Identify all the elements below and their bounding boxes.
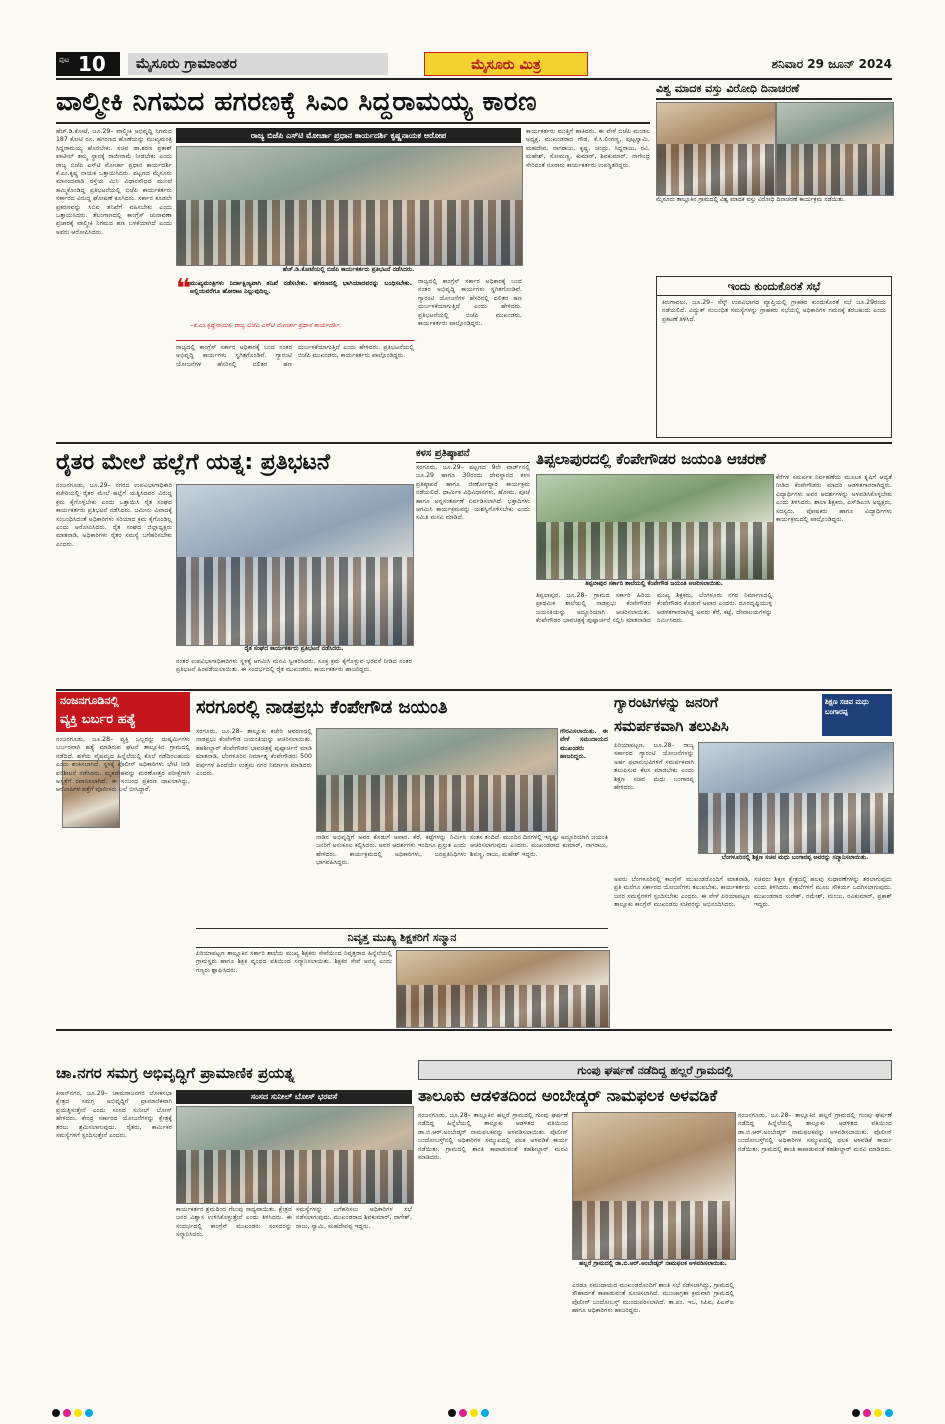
reg-dot-yellow bbox=[470, 1409, 478, 1417]
chamarajanagar-text-2: ಕಾರ್ಯಕರ್ತರ ಶ್ರಮದಿಂದ ಗೆಲುವು ಸಾಧ್ಯವಾಯಿತು. ಕ್ಷೇತ್ರದ ಜನರ ವಿಶ್ವಾಸ ಉಳಿಸಿಕೊಳ್ಳುತ್ತೇನೆ ಎಂದು ತಿಳಿಸಿದರು. ಈ ಸಂದರ್ಭದಲ್ಲಿ ಕಾಂಗ್ರೆಸ್ ಮುಖಂಡರು ಸಂಸದರನ್ನು ಸನ್ಮಾನಿಸಿದರು. bbox=[176, 1206, 292, 1239]
lead-photo bbox=[176, 146, 523, 266]
murder-text: ನಂಜನಗೂಡು, ಜೂ.28– ವ್ಯಕ್ತಿ ಒಬ್ಬರನ್ನು ದುಷ್ಕರ್ಮಿಗಳು ಬರ್ಬರವಾಗಿ ಹತ್ಯೆ ಮಾಡಿರುವ ಘಟನೆ ತಾಲ್ಲೂಕಿನ ಗ್ರಾಮದಲ್ಲಿ ನಡೆದಿದೆ. ಹಳೆಯ ವೈಷಮ್ಯದ ಹಿನ್ನೆಲೆಯಲ್ಲಿ ಕೊಲೆ ನಡೆದಿರಬಹುದು ಎಂದು ಶಂಕಿಸಲಾಗಿದೆ. ಸ್ಥಳಕ್ಕೆ ಪೊಲೀಸ್ ಅಧಿಕಾರಿಗಳು ಭೇಟಿ ನೀಡಿ ಪರಿಶೀಲನೆ ನಡೆಸಿದರು. ಮೃತದೇಹವನ್ನು ಮರಣೋತ್ತರ ಪರೀಕ್ಷೆಗಾಗಿ ಆಸ್ಪತ್ರೆಗೆ ರವಾನಿಸಲಾಗಿದೆ. ಈ ಸಂಬಂಧ ಪ್ರಕರಣ ದಾಖಲಾಗಿದ್ದು, ಆರೋಪಿಗಳ ಪತ್ತೆಗೆ ಪೊಲೀಸರು ಬಲೆ ಬೀಸಿದ್ದಾರೆ. bbox=[56, 736, 190, 794]
reg-dot-yellow bbox=[74, 1409, 82, 1417]
guarantee-caption: ಬೆಂಗಳೂರಿನಲ್ಲಿ ಶಿಕ್ಷಣ ಸಚಿವ ಮಧು ಬಂಗಾರಪ್ಪ ಅವರನ್ನು ಸನ್ಮಾನಿಸಲಾಯಿತು. bbox=[721, 854, 869, 861]
saragur-text: ಸರಗೂರು, ಜೂ.28– ತಾಲ್ಲೂಕು ಕಚೇರಿ ಆವರಣದಲ್ಲಿ ನಾಡಪ್ರಭು ಕೆಂಪೇಗೌಡ ಜಯಂತಿಯನ್ನು ಆಚರಿಸಲಾಯಿತು. ತಹಶೀಲ್ದಾರ್ ಕೆಂಪೇಗೌಡರ ಭಾವಚಿತ್ರಕ್ಕೆ ಪುಷ್ಪಾರ್ಚನೆ ಮಾಡಿ ಮಾತನಾಡಿ, ಬೆಂಗಳೂರಿನ ನಿರ್ಮಾತೃ ಕೆಂಪೇಗೌಡರು 500 ವರ್ಷಗಳ ಹಿಂದೆಯೇ ಉತ್ತಮ ನಗರ ನಿರ್ಮಾಣ ಮಾಡಿದರು ಎಂದರು. bbox=[196, 728, 312, 778]
ambedkar-caption: ಹಲ್ಲರೆ ಗ್ರಾಮದಲ್ಲಿ ಡಾ.ಬಿ.ಆರ್.ಅಂಬೇಡ್ಕರ್ ನಾಮಫಲಕ ಅಳವಡಿಸಲಾಯಿತು. bbox=[579, 1260, 727, 1267]
lead-kicker: ರಾಜ್ಯ ಬಿಜೆಪಿ ಎಸ್‌ಟಿ ಮೋರ್ಚಾ ಪ್ರಧಾನ ಕಾರ್ಯದರ್ಶಿ ಕೃಷ್ಣನಾಯಕ ಆರೋಪ bbox=[176, 128, 521, 143]
saragur-photo bbox=[316, 728, 558, 832]
page-number: 10 bbox=[78, 52, 106, 76]
section-divider-2 bbox=[56, 689, 892, 691]
kalasha-title: ಕಳಸ ಪ್ರತಿಷ್ಠಾಪನೆ bbox=[416, 446, 530, 463]
page-label: ಪುಟ bbox=[59, 56, 70, 64]
ambedkar-kicker: ಗುಂಪು ಘರ್ಷಣೆ ನಡೆದಿದ್ದ ಹಲ್ಲರೆ ಗ್ರಾಮದಲ್ಲಿ bbox=[418, 1060, 892, 1080]
ambedkar-text-2: ಎರಡೂ ಸಮುದಾಯದ ಮುಖಂಡರೊಂದಿಗೆ ಶಾಂತಿ ಸಭೆ ನಡೆಸಲಾಗಿದ್ದು, ಗ್ರಾಮದಲ್ಲಿ ಸೌಹಾರ್ದತೆ ಕಾಪಾಡುವಂತೆ ಸೂಚಿಸಲಾಗಿದೆ. ಮುಂಜಾಗ್ರತಾ ಕ್ರಮವಾಗಿ ಗ್ರಾಮದಲ್ಲಿ ಪೊಲೀಸ್ ಬಂದೋಬಸ್ತ್ ಮುಂದುವರಿಸಲಾಗಿದೆ. ತಾ.ಪಂ. ಇಒ, ಸಿಪಿಐ, ಪಿಎಸ್‌ಐ ಹಾಗೂ ಅಧಿಕಾರಿಗಳು ಹಾಜರಿದ್ದರು. bbox=[572, 1282, 734, 1315]
tippalapura-caption: ತಿಪ್ಪಲಾಪುರ ಸರ್ಕಾರಿ ಶಾಲೆಯಲ್ಲಿ ಕೆಂಪೇಗೌಡ ಜಯಂತಿ ಆಚರಿಸಲಾಯಿತು. bbox=[585, 580, 723, 587]
ambedkar-headline: ತಾಲೂಕು ಆಡಳಿತದಿಂದ ಅಂಬೇಡ್ಕರ್ ನಾಮಫಲಕ ಅಳವಡಿಕೆ bbox=[418, 1086, 718, 1105]
retired-photo bbox=[396, 950, 610, 1028]
guarantee-text-2: ಅವರು ಬೆಂಗಳೂರಿನಲ್ಲಿ ಕಾಂಗ್ರೆಸ್ ಮುಖಂಡರೊಂದಿಗೆ ಮಾತನಾಡಿ, ಪ್ರತಿ ಮನೆಗೂ ಸರ್ಕಾರದ ಯೋಜನೆಗಳು ತಲುಪಬೇಕು. ಕಾರ್ಯಕರ್ತರು ಜನರ ಸಮಸ್ಯೆಗಳಿಗೆ ಸ್ಪಂದಿಸಬೇಕು ಎಂದರು. ಈ ವೇಳೆ ಪಿರಿಯಾಪಟ್ಟಣ ತಾಲ್ಲೂಕು ಕಾಂಗ್ರೆಸ್ ಮುಖಂಡರು ಸಚಿವರನ್ನು ಅಭಿನಂದಿಸಿದರು. bbox=[614, 876, 750, 909]
page-number-box bbox=[56, 52, 120, 76]
guarantee-tag-text: ಶಿಕ್ಷಣ ಸಚಿವ ಮಧು ಬಂಗಾರಪ್ಪ bbox=[825, 698, 869, 716]
reg-dot-cyan bbox=[85, 1409, 93, 1417]
page-date: ಶನಿವಾರ 29 ಜೂನ್ 2024 bbox=[771, 57, 892, 71]
lead-column-2b: ರಾಜ್ಯದಲ್ಲಿ ಕಾಂಗ್ರೆಸ್ ಸರ್ಕಾರ ಅಧಿಕಾರಕ್ಕೆ ಬಂದ ನಂತರ ಅಭಿವೃದ್ಧಿ ಕಾರ್ಯಗಳು ಸ್ಥಗಿತಗೊಂಡಿವೆ. ಗ್ಯಾರಂಟಿ ಯೋಜನೆಗಳ ಹೆಸರಿನಲ್ಲಿ ದಲಿತರ ಹಣ ದುರ್ಬಳಕೆಯಾಗುತ್ತಿದೆ ಎಂದು ಹೇಳಿದರು. ಪ್ರತಿಭಟನೆಯಲ್ಲಿ ಬಿಜೆಪಿ ಮುಖಂಡರು, ಕಾರ್ಯಕರ್ತರು ಪಾಲ್ಗೊಂಡಿದ್ದರು. bbox=[418, 278, 522, 328]
grievance-box bbox=[656, 276, 892, 438]
guarantee-tag bbox=[822, 694, 892, 736]
tippalapura-headline: ತಿಪ್ಪಲಾಪುರದಲ್ಲಿ ಕೆಂಪೇಗೌಡರ ಜಯಂತಿ ಆಚರಣೆ bbox=[536, 450, 767, 468]
reg-dot-cyan bbox=[481, 1409, 489, 1417]
murder-headline-box bbox=[56, 692, 190, 732]
lead-quote-attribution: –ಕೆ.ಎಂ.ಕೃಷ್ಣನಾಯಕ, ರಾಜ್ಯ ಬಿಜೆಪಿ ಎಸ್‌ಟಿ ಮೋರ್ಚಾ ಪ್ರಧಾನ ಕಾರ್ಯದರ್ಶಿ. bbox=[190, 322, 342, 329]
saragur-side-text: ಗೌರವಿಸಲಾಯಿತು. ಈ ವೇಳೆ ಸಮುದಾಯದ ಮುಖಂಡರು ಹಾಜರಿದ್ದರು. bbox=[560, 728, 608, 761]
chamarajanagar-text-3: ಸಮಸ್ಯೆಗಳನ್ನು ಬಗೆಹರಿಸಲು ಅಧಿಕಾರಿಗಳ ಸಭೆ ನಡೆಸಲಾಗುವುದು. ಮುಖಂಡರಾದ ಶಿವಕುಮಾರ್, ನಾಗೇಶ್, ರಾಜು, ಸ್ವಾಮಿ, ಮಹದೇವಪ್ಪ ಇದ್ದರು. bbox=[296, 1206, 412, 1230]
lead-quote-text: ಮುಖ್ಯಮಂತ್ರಿಗಳು ನಿರ್ದಾಕ್ಷಿಣ್ಯವಾಗಿ ತನಿಖೆ ನಡೆಸಬೇಕು. ಹಗರಣದಲ್ಲಿ ಭಾಗಿಯಾದವರನ್ನು ಬಂಧಿಸಬೇಕು. ಅಲ್ಲಿಯವರೆಗೂ ಹೋರಾಟ ನಿಲ್ಲುವುದಿಲ್ಲ. bbox=[190, 280, 412, 296]
reg-dot-black bbox=[52, 1409, 60, 1417]
guarantee-headline-2: ಸಮರ್ಪಕವಾಗಿ ತಲುಪಿಸಿ bbox=[614, 717, 729, 735]
lead-column-3: ಕಾರ್ಯಕರ್ತರು ಮುತ್ತಿಗೆ ಹಾಕಿದರು. ಈ ವೇಳೆ ಬಿಜೆಪಿ ಮಂಡಲ ಅಧ್ಯಕ್ಷ, ಮುಖಂಡರಾದ ಗೌಡ, ಕೆ.ಸಿ.ಲಿಂಗಣ್ಣ, ಪುಟ್ಟಸ್ವಾಮಿ, ಮಹದೇವ, ನಾಗರಾಜು, ಕೃಷ್ಣ, ಚಂದ್ರು, ಸಿದ್ದರಾಜು, ರವಿ, ಮಹೇಶ್, ಸೋಮಣ್ಣ, ಕುಮಾರ್, ಶಿವಕುಮಾರ್, ನಾಗೇಂದ್ರ ಸೇರಿದಂತೆ ನೂರಾರು ಕಾರ್ಯಕರ್ತರು ಉಪಸ್ಥಿತರಿದ್ದರು. bbox=[526, 128, 650, 169]
chamarajanagar-text: ಕಿಸಾನ್‌ನಗರ, ಜೂ.29– ಚಾಮರಾಜನಗರ ಲೋಕಸಭಾ ಕ್ಷೇತ್ರದ ಸಮಗ್ರ ಅಭಿವೃದ್ಧಿಗೆ ಪ್ರಾಮಾಣಿಕವಾಗಿ ಪ್ರಯತ್ನಿಸುತ್ತೇನೆ ಎಂದು ಸಂಸದ ಸುನೀಲ್ ಬೋಸ್ ಹೇಳಿದರು. ಕೇಂದ್ರ ಸರ್ಕಾರದ ಯೋಜನೆಗಳನ್ನು ಕ್ಷೇತ್ರಕ್ಕೆ ತರಲು ಶ್ರಮಿಸಲಾಗುವುದು. ರೈತರು, ಕಾರ್ಮಿಕರ ಸಮಸ್ಯೆಗಳಿಗೆ ಸ್ಪಂದಿಸುತ್ತೇನೆ ಎಂದರು. bbox=[56, 1090, 172, 1140]
reg-dot-cyan bbox=[885, 1409, 893, 1417]
lead-quote-box bbox=[176, 274, 414, 341]
farmers-headline: ರೈತರ ಮೇಲೆ ಹಲ್ಲೆಗೆ ಯತ್ನ: ಪ್ರತಿಭಟನೆ bbox=[56, 450, 331, 475]
chamarajanagar-headline: ಚಾ.ನಗರ ಸಮಗ್ರ ಅಭಿವೃದ್ಧಿಗೆ ಪ್ರಾಮಾಣಿಕ ಪ್ರಯತ್ನ bbox=[56, 1064, 295, 1082]
lead-headline: ವಾಲ್ಮೀಕಿ ನಿಗಮದ ಹಗರಣಕ್ಕೆ ಸಿಎಂ ಸಿದ್ದರಾಮಯ್ಯ ಕಾರಣ bbox=[56, 87, 538, 117]
reg-dot-magenta bbox=[459, 1409, 467, 1417]
reg-dot-magenta bbox=[63, 1409, 71, 1417]
guarantee-headline-1: ಗ್ಯಾರಂಟಿಗಳನ್ನು ಜನರಿಗೆ bbox=[614, 695, 719, 711]
reg-dot-black bbox=[852, 1409, 860, 1417]
saragur-col2: ನಾಡಿನ ಅಭಿವೃದ್ಧಿಗೆ ಅವರ ಕೊಡುಗೆ ಅಪಾರ. ಕೆರೆ, ಕಟ್ಟೆಗಳನ್ನು ನಿರ್ಮಿಸಿ ಜನರಿಗೆ ಅನುಕೂಲ ಕಲ್ಪಿಸಿದರು. ಅವರ ಆದರ್ಶಗಳು ಇಂದಿಗೂ ಪ್ರಸ್ತುತ ಎಂದು ಹೇಳಿದರು. ಕಾರ್ಯಕ್ರಮದಲ್ಲಿ ಅಧಿಕಾರಿಗಳು, ಜನಪ್ರತಿನಿಧಿಗಳು ಭಾಗವಹಿಸಿದ್ದರು. bbox=[316, 834, 466, 867]
farmers-photo bbox=[176, 484, 414, 646]
retired-text: ಪಿರಿಯಾಪಟ್ಟಣ ತಾಲ್ಲೂಕಿನ ಸರ್ಕಾರಿ ಶಾಲೆಯ ಮುಖ್ಯ ಶಿಕ್ಷಕರು ಸೇವೆಯಿಂದ ನಿವೃತ್ತರಾದ ಹಿನ್ನೆಲೆಯಲ್ಲಿ ಗ್ರಾಮಸ್ಥರು ಹಾಗೂ ಶಿಕ್ಷಕ ವೃಂದದ ವತಿಯಿಂದ ಸನ್ಮಾನಿಸಲಾಯಿತು. ಶಿಕ್ಷಕರ ಸೇವೆ ಅನನ್ಯ ಎಂದು ಗಣ್ಯರು ಶ್ಲಾಘಿಸಿದರು. bbox=[196, 950, 392, 974]
registration-marks-right bbox=[852, 1402, 896, 1412]
drug-day-photo-2 bbox=[776, 102, 894, 196]
chamarajanagar-kicker: ಸಂಸದ ಸುನೀಲ್ ಬೋಸ್ ಭರವಸೆ bbox=[176, 1090, 412, 1104]
ambedkar-text-3: ನಂಜನಗೂಡು, ಜೂ.28– ತಾಲ್ಲೂಕಿನ ಹಲ್ಲರೆ ಗ್ರಾಮದಲ್ಲಿ ಗುಂಪು ಘರ್ಷಣೆ ನಡೆದಿದ್ದ ಹಿನ್ನೆಲೆಯಲ್ಲಿ ತಾಲ್ಲೂಕು ಆಡಳಿತದ ವತಿಯಿಂದ ಡಾ.ಬಿ.ಆರ್.ಅಂಬೇಡ್ಕರ್ ನಾಮಫಲಕವನ್ನು ಅಳವಡಿಸಲಾಯಿತು. ಪೊಲೀಸ್ ಬಂದೋಬಸ್ತ್‌ನಲ್ಲಿ ಅಧಿಕಾರಿಗಳ ಸಮ್ಮುಖದಲ್ಲಿ ಫಲಕ ಅಳವಡಿಕೆ ಕಾರ್ಯ ನಡೆಯಿತು. ಗ್ರಾಮದಲ್ಲಿ ಶಾಂತಿ ಕಾಪಾಡುವಂತೆ ತಹಶೀಲ್ದಾರ್ ಮನವಿ ಮಾಡಿದರು. bbox=[738, 1112, 892, 1153]
registration-marks-center bbox=[448, 1402, 492, 1412]
saragur-headline: ಸರಗೂರಲ್ಲಿ ನಾಡಪ್ರಭು ಕೆಂಪೇಗೌಡ ಜಯಂತಿ bbox=[196, 697, 448, 718]
masthead: ಮೈಸೂರು ಮಿತ್ರ bbox=[424, 52, 588, 76]
tippalapura-text: ತಿಪ್ಪಲಾಪುರ, ಜೂ.28– ಗ್ರಾಮದ ಸರ್ಕಾರಿ ಹಿರಿಯ ಪ್ರಾಥಮಿಕ ಶಾಲೆಯಲ್ಲಿ ನಾಡಪ್ರಭು ಕೆಂಪೇಗೌಡರ ಜಯಂತಿಯನ್ನು ಅದ್ದೂರಿಯಾಗಿ ಆಚರಿಸಲಾಯಿತು. ಕೆಂಪೇಗೌಡರ ಭಾವಚಿತ್ರಕ್ಕೆ ಪುಷ್ಪಾರ್ಚನೆ ಸಲ್ಲಿಸಿ ಮಾತನಾಡಿದ ಮುಖ್ಯ ಶಿಕ್ಷಕರು, ಬೆಂಗಳೂರು ನಗರ ನಿರ್ಮಾಣದಲ್ಲಿ ಕೆಂಪೇಗೌಡರ ಕೊಡುಗೆ ಅಪಾರ ಎಂದರು. ದೂರದೃಷ್ಟಿಯುಳ್ಳ ಆಡಳಿತಗಾರರಾಗಿದ್ದ ಅವರು ಕೆರೆ, ಕಟ್ಟೆ, ದೇವಾಲಯಗಳನ್ನು ನಿರ್ಮಿಸಿದರು. bbox=[536, 592, 772, 625]
murder-headline-1: ನಂಜನಗೂಡಿನಲ್ಲಿ bbox=[60, 694, 119, 707]
reg-dot-black bbox=[448, 1409, 456, 1417]
farmers-text: ನಂಜನಗೂಡು, ಜೂ.29– ನಗರದ ಉಪವಿಭಾಗಾಧಿಕಾರಿ ಕಚೇರಿಯಲ್ಲಿ ರೈತರ ಮೇಲೆ ಹಲ್ಲೆಗೆ ಯತ್ನಿಸಿದವರ ವಿರುದ್ಧ ಕ್ರಮ ಕೈಗೊಳ್ಳಬೇಕು ಎಂದು ಒತ್ತಾಯಿಸಿ ರೈತ ಸಂಘದ ಕಾರ್ಯಕರ್ತರು ಪ್ರತಿಭಟನೆ ನಡೆಸಿದರು. ಜಮೀನು ವಿವಾದಕ್ಕೆ ಸಂಬಂಧಿಸಿದಂತೆ ಅಧಿಕಾರಿಗಳು ಸರಿಯಾದ ಕ್ರಮ ಕೈಗೊಂಡಿಲ್ಲ ಎಂದು ಆರೋಪಿಸಿದರು. ರೈತ ಸಂಘದ ಜಿಲ್ಲಾಧ್ಯಕ್ಷರು ಮಾತನಾಡಿ, ಅಧಿಕಾರಿಗಳು ರೈತರ ಸಮಸ್ಯೆ ಬಗೆಹರಿಸಬೇಕು ಎಂದರು. bbox=[56, 482, 172, 548]
ambedkar-photo bbox=[572, 1112, 736, 1260]
reg-dot-magenta bbox=[863, 1409, 871, 1417]
kalasha-text: ಸರಗೂರು, ಜೂ.29– ಪಟ್ಟಣದ 9ನೇ ವಾರ್ಡ್‌ನಲ್ಲಿ ಜೂ.29 ಹಾಗೂ 30ರಂದು ದೇವಸ್ಥಾನದ ಕಳಸ ಪ್ರತಿಷ್ಠಾಪನೆ ಹಾಗೂ ಜೀರ್ಣೋದ್ಧಾರ ಕಾರ್ಯಕ್ರಮ ನಡೆಯಲಿದೆ. ಧಾರ್ಮಿಕ ವಿಧಿವಿಧಾನಗಳು, ಹೋಮ, ಪೂಜೆ ಹಾಗೂ ಅನ್ನಸಂತರ್ಪಣೆ ಏರ್ಪಡಿಸಲಾಗಿದೆ. ಭಕ್ತಾದಿಗಳು ಆಗಮಿಸಿ ಕಾರ್ಯಕ್ರಮವನ್ನು ಯಶಸ್ವಿಗೊಳಿಸಬೇಕು ಎಂದು ಸಮಿತಿ ಮನವಿ ಮಾಡಿದೆ. bbox=[416, 464, 530, 522]
ambedkar-text: ನಂಜನಗೂಡು, ಜೂ.28– ತಾಲ್ಲೂಕಿನ ಹಲ್ಲರೆ ಗ್ರಾಮದಲ್ಲಿ ಗುಂಪು ಘರ್ಷಣೆ ನಡೆದಿದ್ದ ಹಿನ್ನೆಲೆಯಲ್ಲಿ ತಾಲ್ಲೂಕು ಆಡಳಿತದ ವತಿಯಿಂದ ಡಾ.ಬಿ.ಆರ್.ಅಂಬೇಡ್ಕರ್ ನಾಮಫಲಕವನ್ನು ಅಳವಡಿಸಲಾಯಿತು. ಪೊಲೀಸ್ ಬಂದೋಬಸ್ತ್‌ನಲ್ಲಿ ಅಧಿಕಾರಿಗಳ ಸಮ್ಮುಖದಲ್ಲಿ ಫಲಕ ಅಳವಡಿಕೆ ಕಾರ್ಯ ನಡೆಯಿತು. ಗ್ರಾಮದಲ್ಲಿ ಶಾಂತಿ ಕಾಪಾಡುವಂತೆ ತಹಶೀಲ್ದಾರ್ ಮನವಿ ಮಾಡಿದರು. bbox=[418, 1112, 568, 1162]
lead-column-1: ಹೆಚ್.ಡಿ.ಕೋಟೆ, ಜೂ.29– ವಾಲ್ಮೀಕಿ ಅಭಿವೃದ್ಧಿ ನಿಗಮದ 187 ಕೋಟಿ ರೂ. ಹಗರಣದ ಹೊಣೆಯನ್ನು ಮುಖ್ಯಮಂತ್ರಿ ಸಿದ್ದರಾಮಯ್ಯ ಹೊರಬೇಕು. ಸಚಿವ ಡಾ.ಶರಣ ಪ್ರಕಾಶ್ ಪಾಟೀಲ್ ತಮ್ಮ ಸ್ಥಾನಕ್ಕೆ ರಾಜೀನಾಮೆ ನೀಡಬೇಕು ಎಂದು ರಾಜ್ಯ ಬಿಜೆಪಿ ಎಸ್‌ಟಿ ಮೋರ್ಚಾ ಪ್ರಧಾನ ಕಾರ್ಯದರ್ಶಿ ಕೆ.ಎಂ.ಕೃಷ್ಣ ನಾಯಕ ಒತ್ತಾಯಿಸಿದರು. ಪಟ್ಟಣದ ಮೈಸೂರು ಮಾನಂದವಾಡಿ ರಸ್ತೆಯ ಮಿನಿ ವಿಧಾನಸೌಧದ ಮುಂದೆ ಹಮ್ಮಿಕೊಂಡಿದ್ದ ಪ್ರತಿಭಟನೆಯಲ್ಲಿ ಬಿಜೆಪಿ ಕಾರ್ಯಕರ್ತರು ಸರ್ಕಾರದ ವಿರುದ್ಧ ಘೋಷಣೆ ಕೂಗಿದರು. ಸರ್ಕಾರ ಕೂಡಲೇ ಪ್ರಕರಣವನ್ನು ಸಿಬಿಐ ತನಿಖೆಗೆ ವಹಿಸಬೇಕು ಎಂದು ಒತ್ತಾಯಿಸಿದರು. ತೆಲಂಗಾಣದಲ್ಲಿ ಕಾಂಗ್ರೆಸ್ ಚುನಾವಣಾ ಪ್ರಚಾರಕ್ಕೆ ವಾಲ್ಮೀಕಿ ನಿಗಮದ ಹಣ ಬಳಕೆಯಾಗಿದೆ ಎಂದು ಅವರು ಆರೋಪಿಸಿದರು. bbox=[56, 128, 172, 236]
drug-day-caption: ಮೈಸೂರು ತಾಲ್ಲೂಕಿನ ಗ್ರಾಮದಲ್ಲಿ ವಿಶ್ವ ಮಾದಕ ವಸ್ತು ವಿರೋಧಿ ದಿನಾಚರಣೆ ಕಾರ್ಯಕ್ರಮ ನಡೆಯಿತು. bbox=[656, 196, 846, 203]
quote-mark-icon: ❝ bbox=[176, 274, 192, 304]
murder-headline-2: ವ್ಯಕ್ತಿ ಬರ್ಬರ ಹತ್ಯೆ bbox=[60, 712, 136, 727]
grievance-title: ಇಂದು ಕುಂದುಕೊರತೆ ಸಭೆ bbox=[657, 279, 891, 296]
lead-photo-caption: ಹೆಚ್.ಡಿ.ಕೋಟೆಯಲ್ಲಿ ಬಿಜೆಪಿ ಕಾರ್ಯಕರ್ತರು ಪ್ರತಿಭಟನೆ ನಡೆಸಿದರು. bbox=[282, 266, 415, 273]
saragur-col3: ಸಂತಸ ತಂದಿದೆ. ಮುಂದಿನ ದಿನಗಳಲ್ಲಿ ಇನ್ನಷ್ಟು ಅದ್ದೂರಿಯಾಗಿ ಜಯಂತಿ ಆಚರಿಸಲಾಗುವುದು ಎಂದರು. ಮುಖಂಡರಾದ ಕುಮಾರ್, ನಾಗರಾಜು, ಶಿವಣ್ಣ, ರಾಜು, ಮಹೇಶ್ ಇದ್ದರು. bbox=[470, 834, 608, 858]
farmers-caption: ರೈತ ಸಂಘದ ಕಾರ್ಯಕರ್ತರು ಪ್ರತಿಭಟನೆ ನಡೆಸಿದರು. bbox=[244, 645, 344, 652]
retired-headline: ನಿವೃತ್ತ ಮುಖ್ಯ ಶಿಕ್ಷಕರಿಗೆ ಸನ್ಮಾನ bbox=[196, 928, 608, 948]
farmers-text-2: ನಂತರ ಉಪವಿಭಾಗಾಧಿಕಾರಿಗಳು ಸ್ಥಳಕ್ಕೆ ಆಗಮಿಸಿ ಮನವಿ ಸ್ವೀಕರಿಸಿದರು. ಸೂಕ್ತ ಕ್ರಮ ಕೈಗೊಳ್ಳುವ ಭರವಸೆ ನೀಡಿದ ನಂತರ ಪ್ರತಿಭಟನೆ ಹಿಂಪಡೆಯಲಾಯಿತು. ಈ ಸಂದರ್ಭದಲ್ಲಿ ರೈತ ಮುಖಂಡರು, ಕಾರ್ಯಕರ್ತರು ಹಾಜರಿದ್ದರು. bbox=[176, 658, 412, 674]
chamarajanagar-photo bbox=[176, 1106, 414, 1204]
guarantee-text-3: ಸಚಿವರು ಶಿಕ್ಷಣ ಕ್ಷೇತ್ರದಲ್ಲಿ ಹಲವು ಸುಧಾರಣೆಗಳನ್ನು ತರಲಾಗುವುದು ಎಂದು ತಿಳಿಸಿದರು. ಶಾಲೆಗಳಿಗೆ ಮೂಲ ಸೌಕರ್ಯ ಒದಗಿಸಲಾಗುವುದು. ಮುಖಂಡರಾದ ಸುರೇಶ್, ರಮೇಶ್, ಮಂಜು, ರವಿಕುಮಾರ್, ಪ್ರಕಾಶ್ ಇದ್ದರು. bbox=[754, 876, 892, 909]
grievance-text: ಕಿರುಗಾವಲು, ಜೂ.29– ಸೆಸ್ಕ್ ಉಪವಿಭಾಗದ ವ್ಯಾಪ್ತಿಯಲ್ಲಿ ಗ್ರಾಹಕರ ಕುಂದುಕೊರತೆ ಸಭೆ ಜೂ.29ರಂದು ನಡೆಯಲಿದೆ. ವಿದ್ಯುತ್ ಸಂಬಂಧಿತ ಸಮಸ್ಯೆಗಳನ್ನು ಗ್ರಾಹಕರು ಸಭೆಯಲ್ಲಿ ಅಧಿಕಾರಿಗಳ ಗಮನಕ್ಕೆ ತರಬಹುದು ಎಂದು ಪ್ರಕಟಣೆ ತಿಳಿಸಿದೆ. bbox=[662, 299, 886, 323]
tippalapura-text-right: ಕೆರೆಗಳ ಸಮರ್ಪಕ ನಿರ್ವಹಣೆಯ ಮೂಲಕ ಕೃಷಿಗೆ ಆದ್ಯತೆ ನೀಡಿದ ಕೆಂಪೇಗೌಡರು ಮಾದರಿ ಆಡಳಿತಗಾರರಾಗಿದ್ದರು. ವಿದ್ಯಾರ್ಥಿಗಳು ಅವರ ಆದರ್ಶಗಳನ್ನು ಅಳವಡಿಸಿಕೊಳ್ಳಬೇಕು ಎಂದು ತಿಳಿಸಿದರು. ಶಾಲಾ ಶಿಕ್ಷಕರು, ಎಸ್‌ಡಿಎಂಸಿ ಅಧ್ಯಕ್ಷರು, ಸದಸ್ಯರು, ಪೋಷಕರು ಹಾಗೂ ವಿದ್ಯಾರ್ಥಿಗಳು ಕಾರ್ಯಕ್ರಮದಲ್ಲಿ ಪಾಲ್ಗೊಂಡಿದ್ದರು. bbox=[776, 474, 892, 524]
page-header bbox=[56, 50, 892, 80]
guarantee-photo bbox=[698, 742, 894, 854]
guarantee-text: ಪಿರಿಯಾಪಟ್ಟಣ, ಜೂ.28– ರಾಜ್ಯ ಸರ್ಕಾರದ ಗ್ಯಾರಂಟಿ ಯೋಜನೆಗಳನ್ನು ಅರ್ಹ ಫಲಾನುಭವಿಗಳಿಗೆ ಸಮರ್ಪಕವಾಗಿ ತಲುಪಿಸುವ ಕೆಲಸ ಮಾಡಬೇಕು ಎಂದು ಶಿಕ್ಷಣ ಸಚಿವ ಮಧು ಬಂಗಾರಪ್ಪ ಹೇಳಿದರು. bbox=[614, 742, 694, 792]
section-divider-1 bbox=[56, 442, 892, 444]
drug-day-headline: ವಿಶ್ವ ಮಾದಕ ವಸ್ತು ವಿರೋಧಿ ದಿನಾಚರಣೆ bbox=[656, 80, 892, 100]
tippalapura-photo bbox=[536, 474, 774, 580]
section-divider-3 bbox=[56, 1029, 892, 1031]
drug-day-photo-1 bbox=[656, 102, 776, 196]
lead-rule bbox=[56, 122, 650, 124]
reg-dot-yellow bbox=[874, 1409, 882, 1417]
registration-marks-left bbox=[52, 1402, 96, 1412]
lead-column-2: ರಾಜ್ಯದಲ್ಲಿ ಕಾಂಗ್ರೆಸ್ ಸರ್ಕಾರ ಅಧಿಕಾರಕ್ಕೆ ಬಂದ ನಂತರ ಅಭಿವೃದ್ಧಿ ಕಾರ್ಯಗಳು ಸ್ಥಗಿತಗೊಂಡಿವೆ. ಗ್ಯಾರಂಟಿ ಯೋಜನೆಗಳ ಹೆಸರಿನಲ್ಲಿ ದಲಿತರ ಹಣ ದುರ್ಬಳಕೆಯಾಗುತ್ತಿದೆ ಎಂದು ಹೇಳಿದರು. ಪ್ರತಿಭಟನೆಯಲ್ಲಿ ಬಿಜೆಪಿ ಮುಖಂಡರು, ಕಾರ್ಯಕರ್ತರು ಪಾಲ್ಗೊಂಡಿದ್ದರು. bbox=[176, 344, 414, 368]
section-title: ಮೈಸೂರು ಗ್ರಾಮಾಂತರ bbox=[128, 53, 388, 75]
